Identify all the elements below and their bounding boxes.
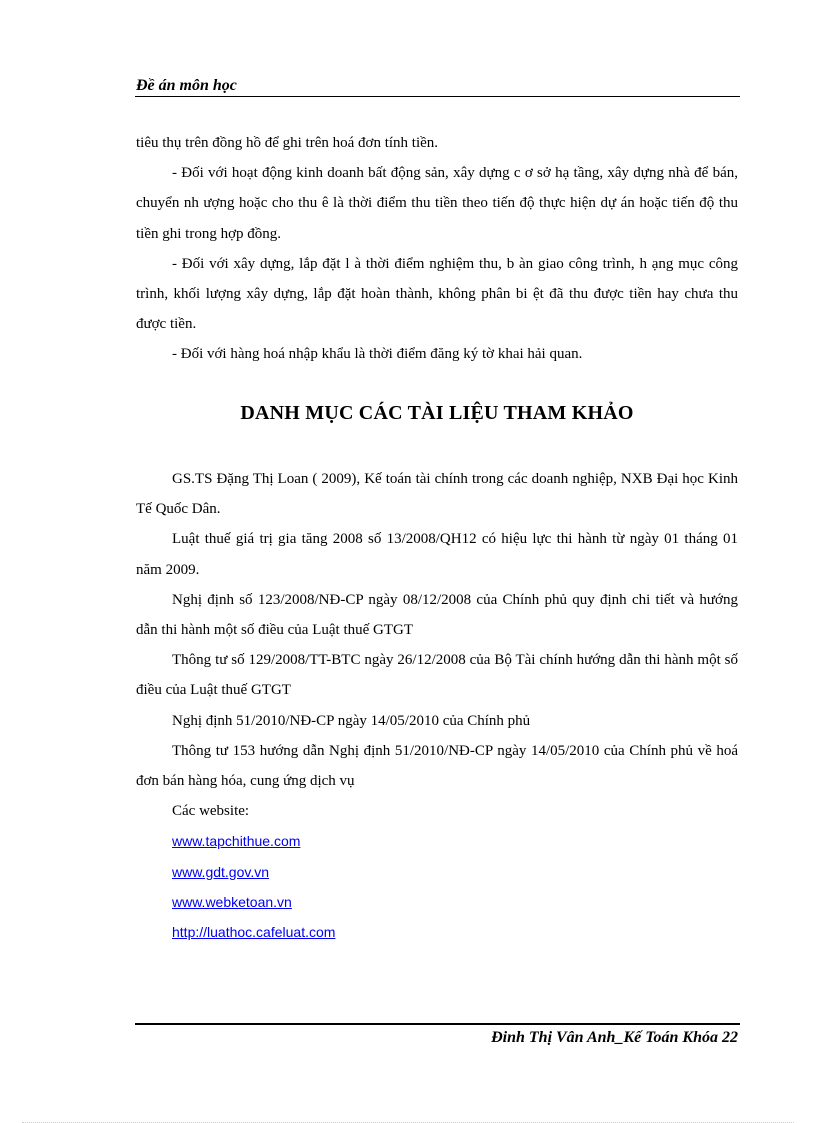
body-text [136, 128, 738, 370]
body-paragraph: - Đối với xây dựng, lắp đặt l à thời điểm nghiệm thu, b àn giao công trình, h ạng mục công trình, khối lượng xây dựng, lắp đặt hoàn thành, không phân bi ệt đã thu được tiền hay chưa thu được tiền. [136, 255, 738, 333]
reference-item: Luật thuế giá trị gia tăng 2008 số 13/2008/QH12 có hiệu lực thi hành từ ngày 01 tháng 01 năm 2009. [136, 531, 738, 578]
reference-item: Thông tư số 129/2008/TT-BTC ngày 26/12/2008 của Bộ Tài chính hướng dẫn thi hành một số điều của Luật thuế GTGT [136, 652, 738, 699]
reference-item: Nghị định số 123/2008/NĐ-CP ngày 08/12/2008 của Chính phủ quy định chi tiết và hướng dẫn thi hành một số điều của Luật thuế GTGT [136, 591, 738, 639]
body-paragraph: tiêu thụ trên đồng hồ để ghi trên hoá đơn tính tiền. [136, 135, 439, 151]
footer-author: Đinh Thị Vân Anh_Kế Toán Khóa 22 [491, 1029, 738, 1046]
websites-label: Các website: [172, 803, 250, 820]
reference-item: Nghị định 51/2010/NĐ-CP ngày 14/05/2010 của Chính phủ [172, 712, 531, 729]
references-list [136, 464, 738, 947]
body-paragraph: - Đối với hoạt động kinh doanh bất động sản, xây dựng c ơ sở hạ tầng, xây dựng nhà để bán, chuyển nh ượng hoặc cho thu ê là thời điểm thu tiền theo tiến độ thực hiện dự án hoặc tiến độ thu tiền ghi trong hợp đồng. [136, 165, 738, 242]
website-link-luathoc[interactable]: http://luathoc.cafeluat.com [172, 924, 336, 941]
website-link-tapchithue[interactable]: www.tapchithue.com [172, 833, 301, 850]
reference-item: Thông tư 153 hướng dẫn Nghị định 51/2010/NĐ-CP ngày 14/05/2010 của Chính phủ về hoá đơn bán hàng hóa, cung ứng dịch vụ [136, 742, 738, 790]
reference-item: GS.TS Đặng Thị Loan ( 2009), Kế toán tài chính trong các doanh nghiệp, NXB Đại học Kinh Tế Quốc Dân. [136, 471, 738, 518]
references-heading: DANH MỤC CÁC TÀI LIỆU THAM KHẢO [240, 402, 634, 424]
body-paragraph: - Đối với hàng hoá nhập khẩu là thời điểm đăng ký tờ khai hải quan. [172, 346, 583, 363]
header-title: Đề án môn học [136, 77, 237, 94]
website-link-gdt[interactable]: www.gdt.gov.vn [172, 863, 270, 880]
footer-divider [135, 1023, 740, 1025]
header-divider [135, 96, 740, 97]
website-link-webketoan[interactable]: www.webketoan.vn [172, 893, 292, 910]
